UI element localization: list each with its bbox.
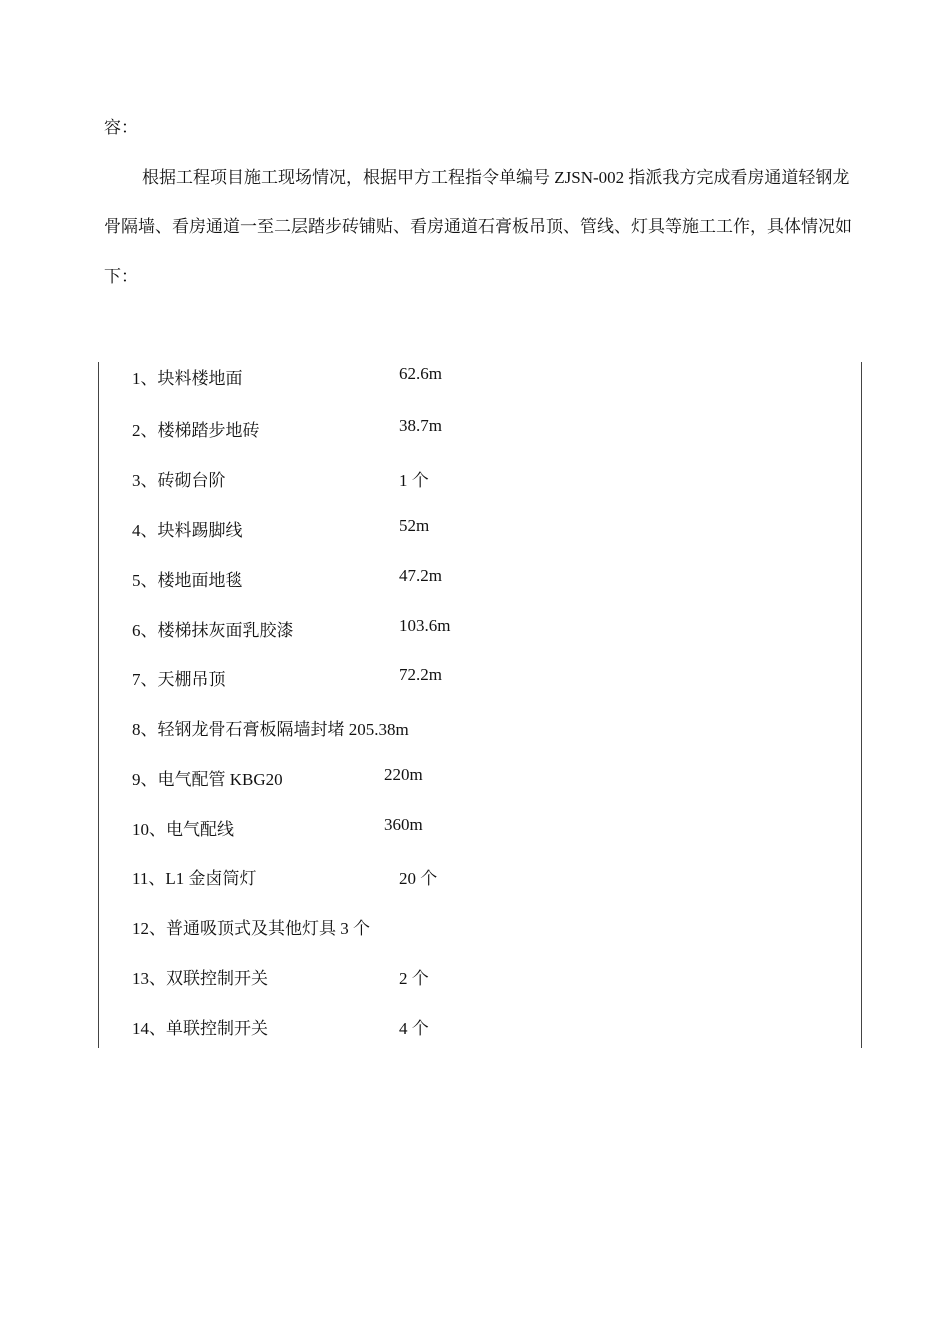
item-label-5: 5、楼地面地毯: [132, 571, 243, 590]
item-label-2: 2、楼梯踏步地砖: [132, 421, 260, 440]
item-label-9: 9、电气配管 KBG20: [132, 770, 283, 789]
item-qty-13: 2 个: [399, 969, 429, 988]
item-qty-5: 47.2m: [399, 566, 442, 585]
item-label-7: 7、天棚吊顶: [132, 670, 226, 689]
paragraph-line-1: 根据工程项目施工现场情况，根据甲方工程指令单编号 ZJSN-002 指派我方完成看房通道轻钢龙: [142, 168, 850, 187]
item-label-14: 14、单联控制开关: [132, 1019, 268, 1038]
item-qty-7: 72.2m: [399, 665, 442, 684]
item-qty-3: 1 个: [399, 471, 429, 490]
paragraph-line-2: 骨隔墙、看房通道一至二层踏步砖铺贴、看房通道石膏板吊顶、管线、灯具等施工工作，具体情况如: [104, 217, 852, 236]
item-qty-2: 38.7m: [399, 416, 442, 435]
item-label-11: 11、L1 金卤筒灯: [132, 869, 257, 888]
item-label-10: 10、电气配线: [132, 820, 234, 839]
item-label-8: 8、轻钢龙骨石膏板隔墙封堵 205.38m: [132, 720, 409, 739]
item-qty-6: 103.6m: [399, 616, 451, 635]
item-label-4: 4、块料踢脚线: [132, 521, 243, 540]
item-qty-4: 52m: [399, 516, 430, 535]
paragraph-line-3: 下：: [104, 267, 138, 286]
item-qty-1: 62.6m: [399, 364, 442, 383]
item-label-1: 1、块料楼地面: [132, 369, 243, 388]
item-label-12: 12、普通吸顶式及其他灯具 3 个: [132, 919, 370, 938]
item-qty-9: 220m: [384, 765, 423, 784]
item-label-6: 6、楼梯抹灰面乳胶漆: [132, 621, 294, 640]
item-label-13: 13、双联控制开关: [132, 969, 268, 988]
item-qty-14: 4 个: [399, 1019, 429, 1038]
item-list-box: [98, 362, 862, 1048]
item-qty-10: 360m: [384, 815, 423, 834]
item-label-3: 3、砖砌台阶: [132, 471, 226, 490]
item-qty-11: 20 个: [399, 869, 438, 888]
heading-fragment: 容：: [104, 118, 138, 137]
